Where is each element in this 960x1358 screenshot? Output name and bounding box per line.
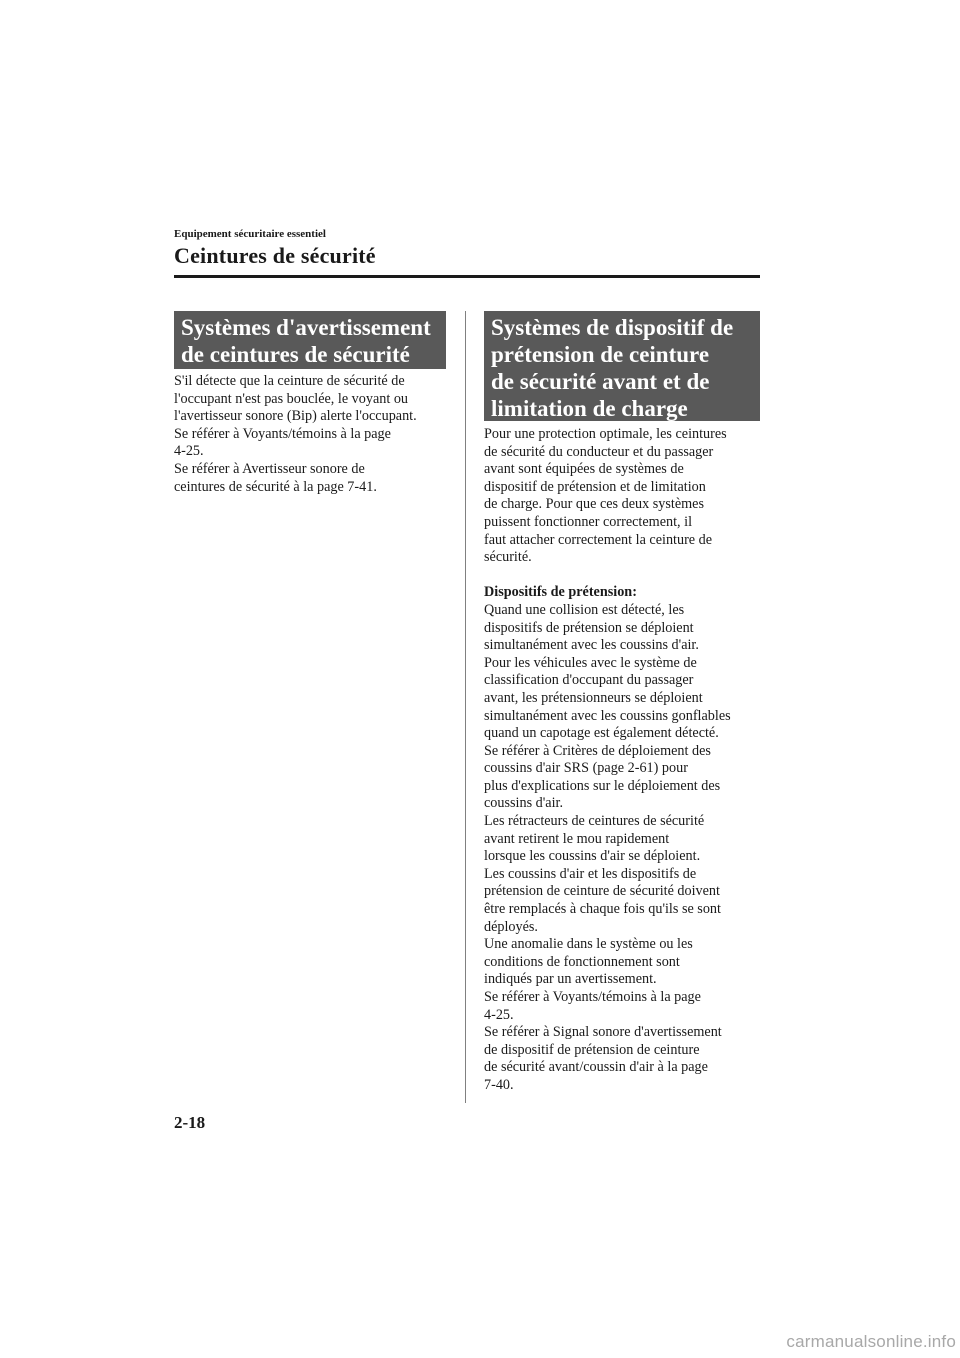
body-line: lorsque les coussins d'air se déploient. (484, 848, 701, 865)
right-title-line: prétension de ceinture (491, 342, 710, 367)
intro-line: de charge. Pour que ces deux systèmes (484, 496, 704, 513)
section-label: Equipement sécuritaire essentiel (174, 228, 326, 240)
body-line: coussins d'air. (484, 795, 564, 812)
body-line: Se référer à Signal sonore d'avertissement (484, 1024, 722, 1041)
paragraph-gap (484, 567, 764, 585)
page-number: 2-18 (174, 1113, 206, 1132)
body-line: être remplacés à chaque fois qu'ils se sont (484, 901, 721, 918)
intro-line: puissent fonctionner correctement, il (484, 513, 693, 530)
chapter-title: Ceintures de sécurité (174, 243, 376, 268)
right-section-title (484, 311, 760, 421)
right-column-body (484, 426, 764, 1095)
body-line: Les coussins d'air et les dispositifs de (484, 865, 697, 882)
body-line: 4-25. (174, 443, 204, 460)
subheading: Dispositifs de prétension: (484, 584, 637, 601)
body-line: S'il détecte que la ceinture de sécurité de (174, 373, 405, 389)
body-line: Une anomalie dans le système ou les (484, 936, 693, 953)
body-line: Quand une collision est détecté, les (484, 601, 685, 618)
body-line: dispositifs de prétension se déploient (484, 619, 694, 636)
body-line: l'occupant n'est pas bouclée, le voyant ou (174, 390, 409, 407)
left-column-body (174, 373, 454, 496)
left-title-line: Systèmes d'avertissement (181, 315, 431, 340)
body-line: 7-40. (484, 1076, 514, 1093)
left-title-line: de ceintures de sécurité (181, 342, 410, 367)
left-section-title (174, 311, 446, 369)
body-line: Se référer à Critères de déploiement des (484, 742, 711, 759)
right-title-line: de sécurité avant et de (491, 369, 710, 394)
body-line: indiqués par un avertissement. (484, 971, 657, 988)
body-line: avant, les prétensionneurs se déploient (484, 689, 703, 706)
body-line: conditions de fonctionnement sont (484, 953, 680, 970)
body-line: coussins d'air SRS (page 2-61) pour (484, 760, 688, 777)
intro-line: avant sont équipées de systèmes de (484, 461, 684, 478)
body-line: simultanément avec les coussins d'air. (484, 637, 699, 654)
body-line: ceintures de sécurité à la page 7-41. (174, 478, 377, 495)
body-line: Pour les véhicules avec le système de (484, 654, 697, 671)
body-line: déployés. (484, 918, 538, 935)
body-line: Se référer à Voyants/témoins à la page (484, 989, 701, 1005)
intro-line: faut attacher correctement la ceinture de (484, 531, 713, 548)
watermark: carmanualsonline.info (786, 1332, 956, 1351)
body-line: quand un capotage est également détecté. (484, 725, 719, 742)
body-line: classification d'occupant du passager (484, 672, 694, 689)
body-line: prétension de ceinture de sécurité doivent (484, 883, 720, 900)
column-divider (465, 311, 466, 1103)
body-line: avant retirent le mou rapidement (484, 830, 670, 847)
right-title-line: limitation de charge (491, 396, 688, 421)
body-line: l'avertisseur sonore (Bip) alerte l'occupant. (174, 408, 417, 425)
body-line: plus d'explications sur le déploiement des (484, 777, 721, 794)
body-line: de dispositif de prétension de ceinture (484, 1041, 700, 1058)
body-line: de sécurité avant/coussin d'air à la page (484, 1059, 708, 1076)
intro-line: de sécurité du conducteur et du passager (484, 443, 714, 460)
body-line: Les rétracteurs de ceintures de sécurité (484, 813, 705, 830)
intro-line: Pour une protection optimale, les ceintures (484, 426, 727, 442)
body-line: Se référer à Voyants/témoins à la page (174, 425, 391, 442)
intro-line: sécurité. (484, 549, 532, 566)
body-line: Se référer à Avertisseur sonore de (174, 460, 365, 477)
body-line: simultanément avec les coussins gonflables (484, 707, 731, 724)
header-rule (174, 275, 760, 278)
body-line: 4-25. (484, 1006, 514, 1023)
intro-line: dispositif de prétension et de limitation (484, 478, 706, 495)
right-title-line: Systèmes de dispositif de (491, 315, 734, 340)
